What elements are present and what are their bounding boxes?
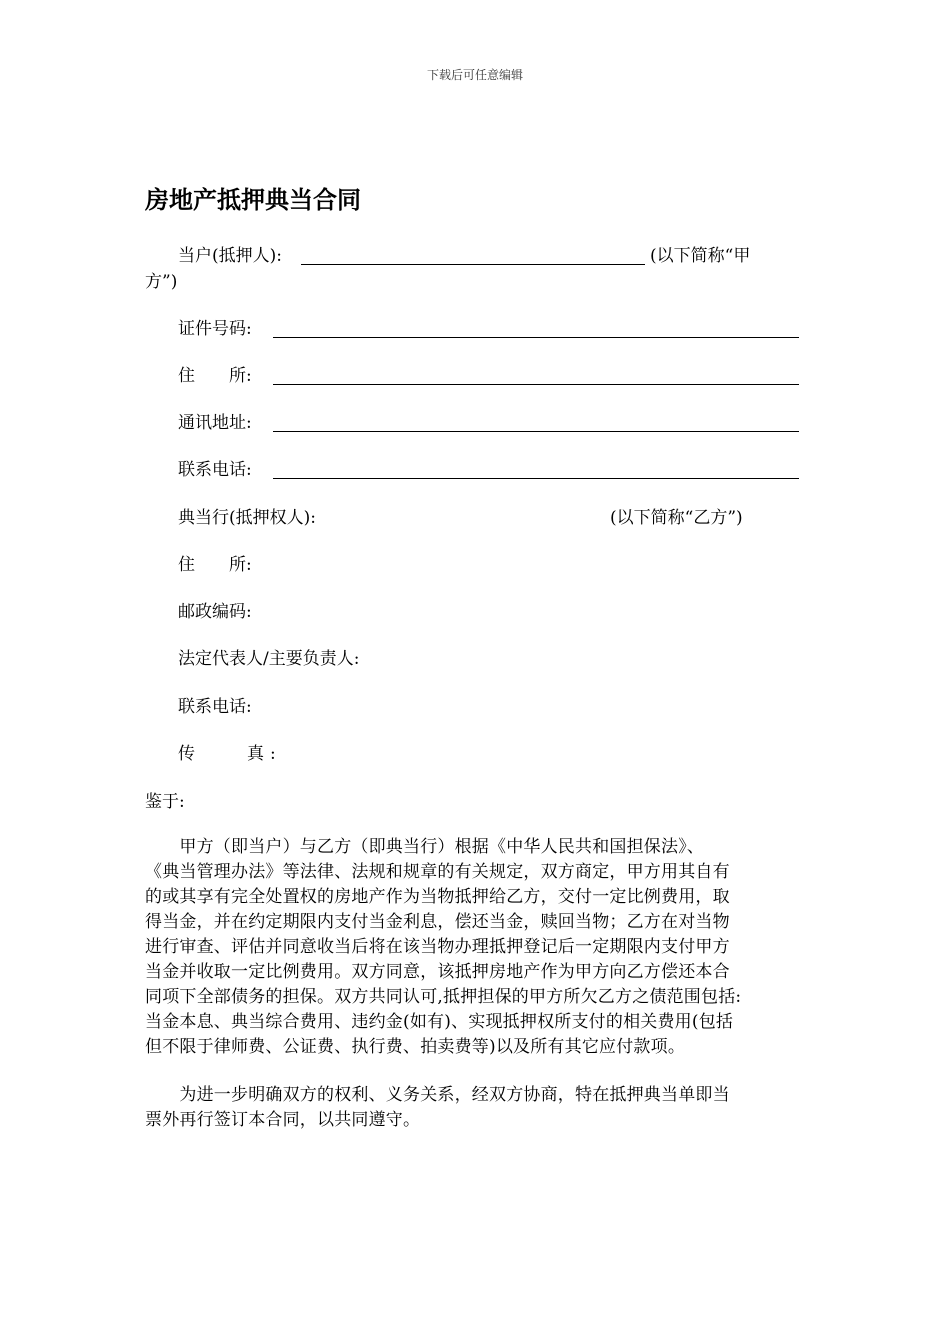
- whereas-label: 鉴于:: [145, 792, 185, 812]
- document-title: 房地产抵押典当合同: [145, 186, 361, 214]
- paragraph-line: 的或其享有完全处置权的房地产作为当物抵押给乙方，交付一定比例费用，取: [145, 887, 730, 907]
- party-a-name-blank: [301, 264, 645, 265]
- paragraph-line: 得当金，并在约定期限内支付当金利息，偿还当金，赎回当物；乙方在对当物: [145, 912, 730, 932]
- paragraph-line: 同项下全部债务的担保。双方共同认可,抵押担保的甲方所欠乙方之债范围包括:: [145, 987, 742, 1007]
- paragraph-line: 《典当管理办法》等法律、法规和规章的有关规定，双方商定，甲方用其自有: [145, 862, 730, 882]
- paragraph-line: 当金本息、典当综合费用、违约金(如有)、实现抵押权所支付的相关费用(包括: [145, 1012, 734, 1032]
- party-a-label: 当户(抵押人):: [178, 246, 282, 266]
- party-a-id-label: 证件号码:: [178, 319, 252, 339]
- party-b-postcode-label: 邮政编码:: [178, 602, 252, 622]
- party-b-abbrev: (以下简称“乙方”): [610, 508, 743, 528]
- recital-paragraph-2: [145, 1083, 805, 1133]
- paragraph-line: 票外再行签订本合同，以共同遵守。: [145, 1110, 421, 1130]
- party-b-fax-label: 传 真:: [178, 744, 282, 764]
- party-b-label: 典当行(抵押权人):: [178, 508, 316, 528]
- party-a-address-label: 住 所:: [178, 366, 252, 386]
- paragraph-line: 为进一步明确双方的权利、义务关系，经双方协商，特在抵押典当单即当: [145, 1085, 730, 1105]
- paragraph-line: 甲方（即当户）与乙方（即典当行）根据《中华人民共和国担保法》、: [145, 837, 705, 857]
- party-a-abbrev: (以下简称“甲: [650, 246, 751, 266]
- party-b-phone-label: 联系电话:: [178, 697, 252, 717]
- paragraph-line: 当金并收取一定比例费用。双方同意，该抵押房地产作为甲方向乙方偿还本合: [145, 962, 730, 982]
- party-a-phone-blank: [273, 478, 799, 479]
- paragraph-line: 进行审查、评估并同意收当后将在该当物办理抵押登记后一定期限内支付甲方: [145, 937, 730, 957]
- party-a-id-blank: [273, 337, 799, 338]
- party-a-phone-label: 联系电话:: [178, 460, 252, 480]
- party-b-representative-label: 法定代表人/主要负责人:: [178, 649, 360, 669]
- party-a-mail-blank: [273, 431, 799, 432]
- paragraph-line: 但不限于律师费、公证费、执行费、拍卖费等)以及所有其它应付款项。: [145, 1037, 686, 1057]
- recital-paragraph-1: [145, 835, 805, 1060]
- header-note: 下载后可任意编辑: [426, 68, 523, 82]
- party-a-abbrev-cont: 方”): [145, 272, 178, 292]
- party-b-address-label: 住 所:: [178, 555, 252, 575]
- party-a-address-blank: [273, 384, 799, 385]
- party-a-mail-label: 通讯地址:: [178, 413, 252, 433]
